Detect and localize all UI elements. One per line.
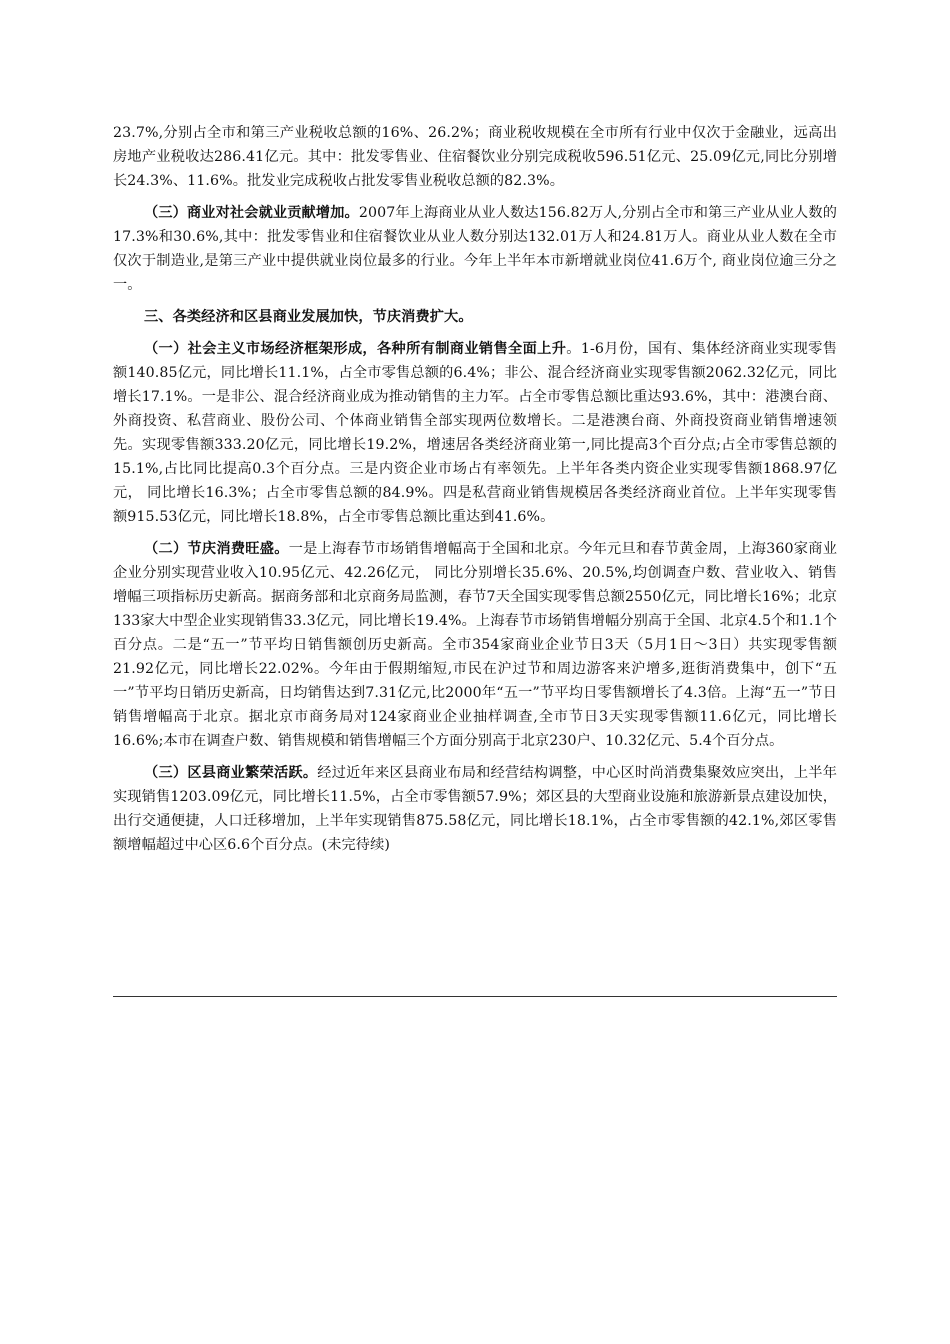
paragraph-employment bbox=[113, 201, 837, 297]
paragraph-lead: （三）商业对社会就业贡献增加。 bbox=[144, 205, 359, 221]
paragraph-text: 一是上海春节市场销售增幅高于全国和北京。今年元旦和春节黄金周，上海360家商业企业分别实现营业收入10.95亿元、42.26亿元， 同比分别增长35.6%、20.5%,均创调查户数、营业收入、销售增幅三项指标历史新高。据商务部和北京商务局监测，春节7天全国实现零售总额2550亿元，同比增长16%；北京133家大中型企业实现销售33.3亿元，同比增长19.4%。上海春节市场销售增幅分别高于全国、北京4.5个和1.1个百分点。二是“五一”节平均日销售额创历史新高。全市354家商业企业节日3天（5月1日～3日）共实现零售额21.92亿元，同比增长22.02%。今年由于假期缩短,市民在沪过节和周边游客来沪增多,逛街消费集中，创下“五一”节平均日销历史新高，日均销售达到7.31亿元,比2000年“五一”节平均日零售额增长了4.3倍。上海“五一”节日销售增幅高于北京。据北京市商务局对124家商业企业抽样调查,全市节日3天实现零售额11.6亿元，同比增长16.6%;本市在调查户数、销售规模和销售增幅三个方面分别高于北京230户、10.32亿元、5.4个百分点。 bbox=[113, 541, 837, 749]
section-heading: 三、各类经济和区县商业发展加快，节庆消费扩大。 bbox=[144, 309, 473, 325]
paragraph-ownership-sales bbox=[113, 337, 837, 529]
paragraph-lead: （三）区县商业繁荣活跃。 bbox=[144, 765, 318, 781]
paragraph-lead: （一）社会主义市场经济框架形成，各种所有制商业销售全面上升 bbox=[144, 341, 567, 357]
paragraph-holiday-consumption bbox=[113, 537, 837, 753]
divider-rule bbox=[113, 996, 837, 997]
paragraph-text: 2007年上海商业从业人数达156.82万人,分别占全市和第三产业从业人数的17.3%和30.6%,其中：批发零售业和住宿餐饮业从业人数分别达132.01万人和24.81万人。商业从业人数在全市仅次于制造业,是第三产业中提供就业岗位最多的行业。今年上半年本市新增就业岗位41.6万个, 商业岗位逾三分之一。 bbox=[113, 205, 837, 293]
paragraph-text: 。1-6月份，国有、集体经济商业实现零售额140.85亿元，同比增长11.1%，占全市零售总额的6.4%；非公、混合经济商业实现零售额2062.32亿元，同比增长17.1%。一是非公、混合经济商业成为推动销售的主力军。占全市零售总额比重达93.6%，其中：港澳台商、外商投资、私营商业、股份公司、个体商业销售全部实现两位数增长。二是港澳台商、外商投资商业销售增速领先。实现零售额333.20亿元，同比增长19.2%，增速居各类经济商业第一,同比提高3个百分点;占全市零售总额的15.1%,占比同比提高0.3个百分点。三是内资企业市场占有率领先。上半年各类内资企业实现零售额1868.97亿元， 同比增长16.3%；占全市零售总额的84.9%。四是私营商业销售规模居各类经济商业首位。上半年实现零售额915.53亿元，同比增长18.8%，占全市零售总额比重达到41.6%。 bbox=[113, 341, 837, 525]
document-body bbox=[113, 121, 837, 865]
paragraph-text: 经过近年来区县商业布局和经营结构调整，中心区时尚消费集聚效应突出，上半年实现销售1203.09亿元，同比增长11.5%，占全市零售额57.9%；郊区县的大型商业设施和旅游新景点建设加快，出行交通便捷，人口迁移增加，上半年实现销售875.58亿元，同比增长18.1%，占全市零售额的42.1%,郊区零售额增幅超过中心区6.6个百分点。(未完待续) bbox=[113, 765, 838, 853]
paragraph-district-commerce bbox=[113, 761, 837, 857]
paragraph-text: 23.7%,分别占全市和第三产业税收总额的16%、26.2%；商业税收规模在全市所有行业中仅次于金融业，远高出房地产业税收达286.41亿元。其中：批发零售业、住宿餐饮业分别完成税收596.51亿元、25.09亿元,同比分别增长24.3%、11.6%。批发业完成税收占批发零售业税收总额的82.3%。 bbox=[113, 125, 837, 189]
paragraph-tax-continuation bbox=[113, 121, 837, 193]
paragraph-lead: （二）节庆消费旺盛。 bbox=[144, 541, 289, 557]
